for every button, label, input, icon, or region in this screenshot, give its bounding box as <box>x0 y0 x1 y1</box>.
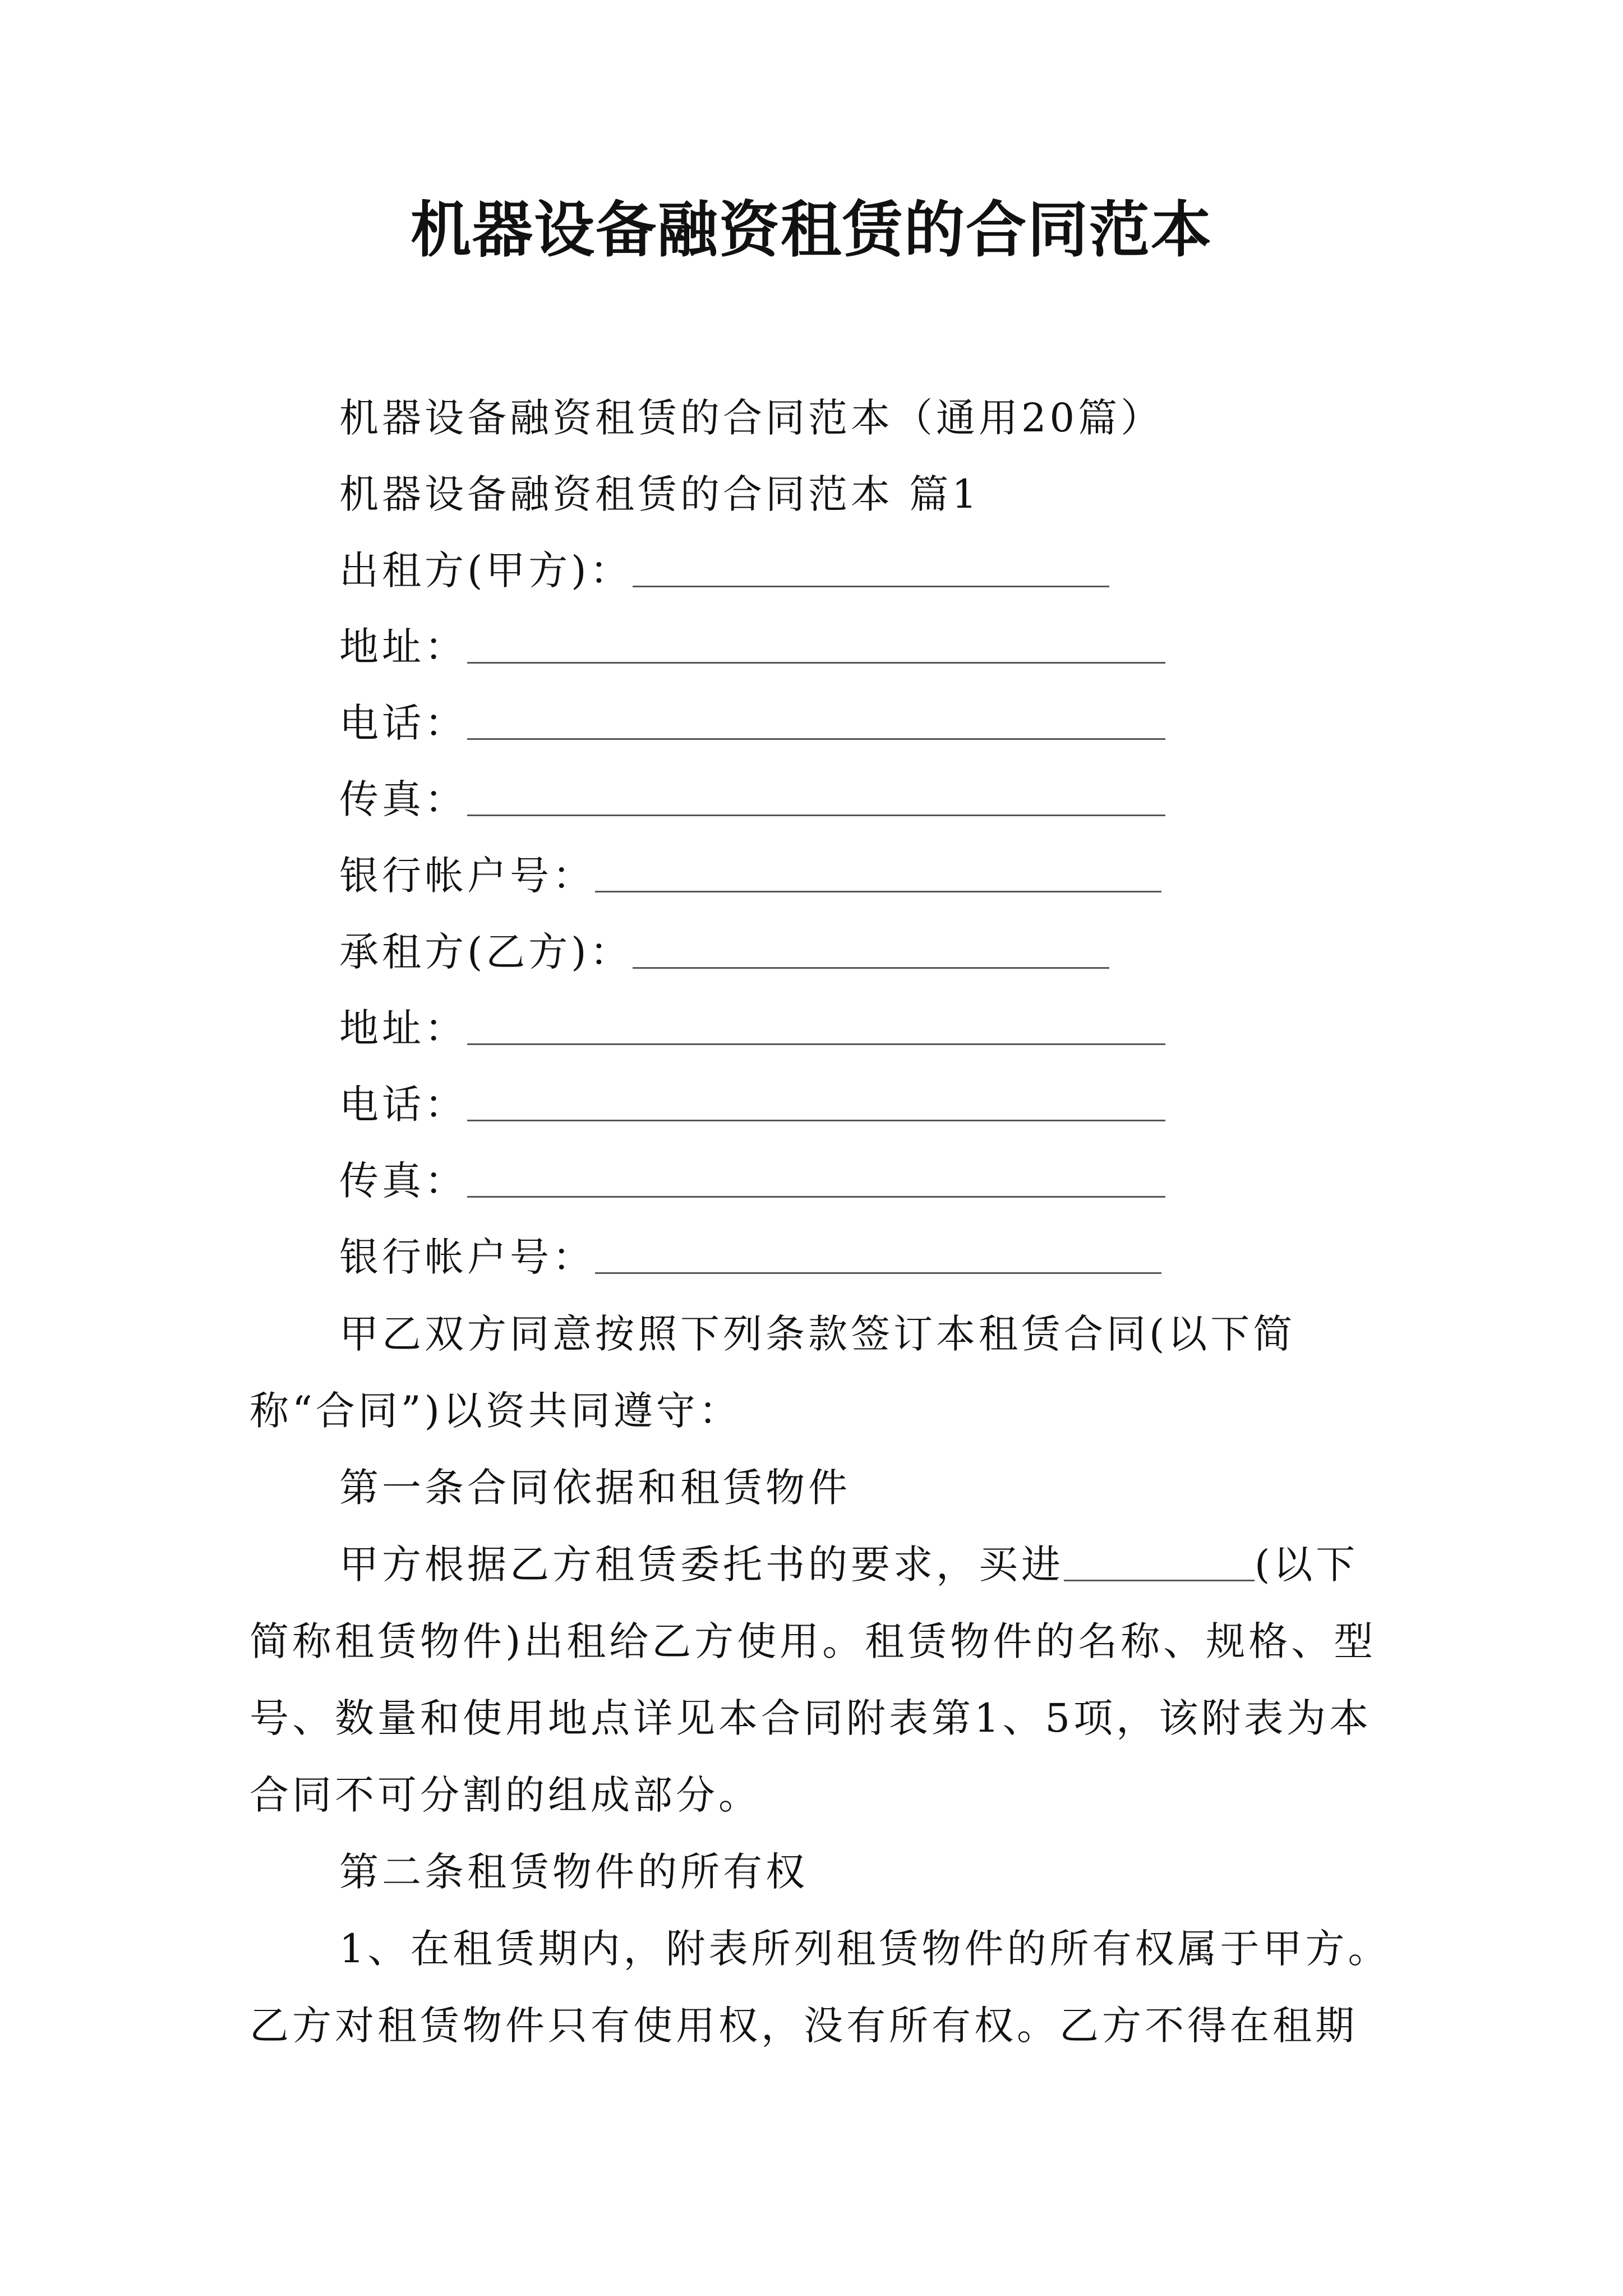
article-2-item-1: 1、在租赁期内，附表所列租赁物件的所有权属于甲方。乙方对租赁物件只有使用权，没有所有权。乙方不得在租期 <box>250 1926 1391 2049</box>
contract-body <box>250 1296 1394 2064</box>
field-label: 传真： <box>339 1158 467 1204</box>
lessee-bank-field <box>339 1229 1161 1285</box>
blank-line <box>467 780 1165 816</box>
document-subtitle: 机器设备融资租赁的合同范本（通用20篇） <box>339 395 1164 441</box>
field-label: 出租方(甲方)： <box>339 547 633 593</box>
blank-line <box>467 703 1165 740</box>
field-label: 银行帐户号： <box>339 853 595 899</box>
lessor-bank-field <box>339 848 1161 904</box>
article-1-heading: 第一条合同依据和租赁物件 <box>339 1465 851 1511</box>
lessor-name-field <box>339 542 1109 599</box>
document-title: 机器设备融资租赁的合同范本 <box>410 195 1212 265</box>
lessee-name-field <box>339 924 1109 980</box>
blank-line <box>467 1085 1165 1121</box>
article-2-heading: 第二条租赁物件的所有权 <box>339 1849 808 1895</box>
lessor-address-field <box>339 619 1165 675</box>
lessee-address-field <box>339 1000 1165 1056</box>
lessee-phone-field <box>339 1076 1165 1133</box>
field-label: 地址： <box>339 624 467 670</box>
blank-line <box>467 1161 1165 1198</box>
field-label: 电话： <box>339 1082 467 1128</box>
field-label: 电话： <box>339 700 467 746</box>
blank-line <box>595 1237 1161 1274</box>
field-label: 地址： <box>339 1005 467 1051</box>
field-label: 承租方(乙方)： <box>339 929 633 975</box>
intro-paragraph: 甲乙双方同意按照下列条款签订本租赁合同(以下简称“合同”)以资共同遵守： <box>250 1311 1296 1434</box>
blank-line <box>595 856 1161 892</box>
section-heading: 机器设备融资租赁的合同范本 篇1 <box>339 471 980 517</box>
blank-line <box>467 1009 1165 1045</box>
field-label: 传真： <box>339 776 467 822</box>
blank-line <box>1064 1545 1255 1581</box>
article-1-paragraph <box>250 1526 1394 1834</box>
lessor-fax-field <box>339 771 1165 827</box>
article-1-text-before: 甲方根据乙方租赁委托书的要求，买进 <box>339 1542 1064 1588</box>
article-1-text-after: (以下简称租赁物件)出租给乙方使用。租赁物件的名称、规格、型号、数量和使用地点详见本合同附表第1、5项，该附表为本合同不可分割的组成部分。 <box>250 1542 1377 1818</box>
blank-line <box>633 932 1109 969</box>
field-label: 银行帐户号： <box>339 1234 595 1280</box>
lessor-phone-field <box>339 695 1165 751</box>
blank-line <box>467 627 1165 664</box>
blank-line <box>633 551 1109 587</box>
lessee-fax-field <box>339 1153 1165 1209</box>
